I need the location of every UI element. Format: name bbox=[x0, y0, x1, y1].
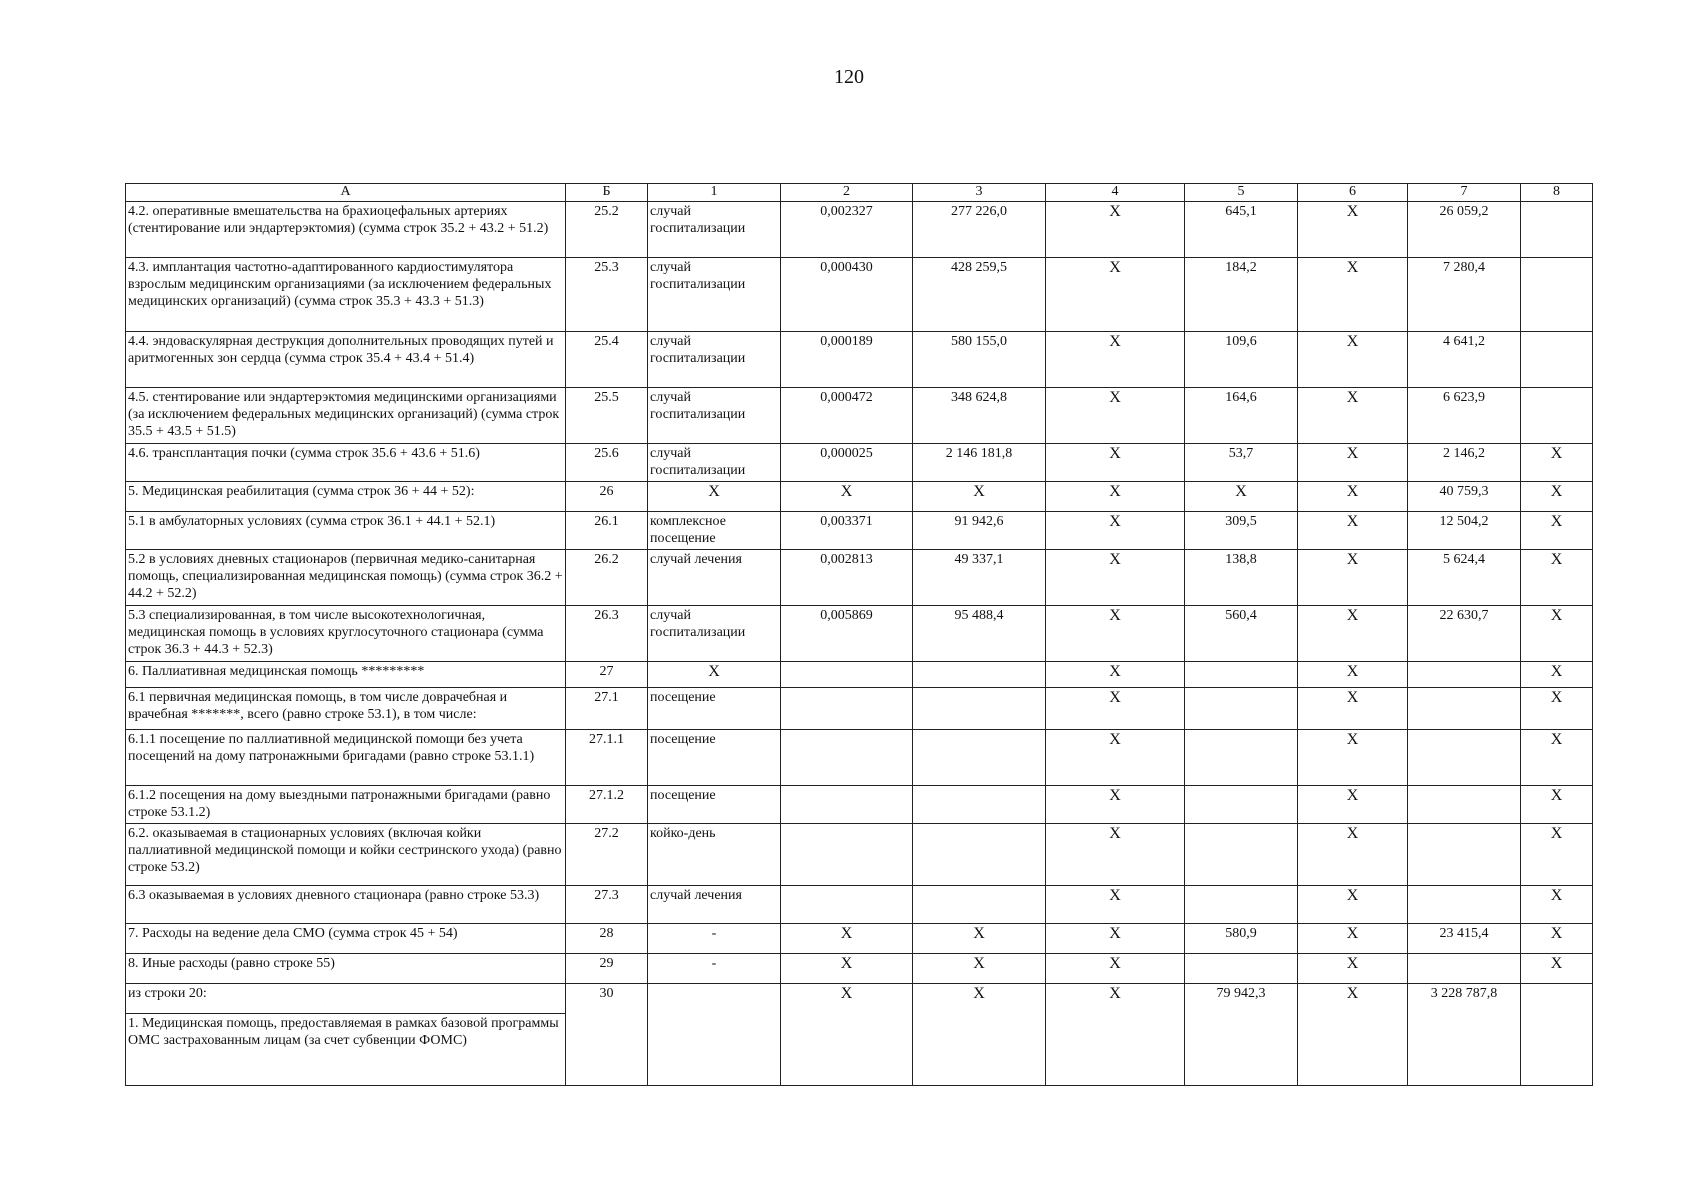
value-cell bbox=[1185, 954, 1298, 984]
value-cell: 0,000430 bbox=[781, 258, 913, 332]
value-cell: X bbox=[1298, 482, 1408, 512]
page-number: 120 bbox=[834, 66, 864, 88]
table-row bbox=[126, 332, 1593, 388]
value-cell: X bbox=[1298, 388, 1408, 444]
table-row bbox=[126, 482, 1593, 512]
unit-cell: случай лечения bbox=[648, 550, 781, 606]
row-code: 25.5 bbox=[566, 388, 648, 444]
row-code: 29 bbox=[566, 954, 648, 984]
value-cell: X bbox=[1046, 824, 1185, 886]
value-cell bbox=[1408, 954, 1521, 984]
value-cell: X bbox=[1046, 688, 1185, 730]
value-cell: X bbox=[781, 924, 913, 954]
value-cell: X bbox=[1298, 606, 1408, 662]
unit-cell: случай госпитализации bbox=[648, 258, 781, 332]
row-label: 1. Медицинская помощь, предоставляемая в рамках базовой программы ОМС застрахованным лицам (за счет субвенции ФОМС) bbox=[126, 1014, 566, 1086]
value-cell bbox=[1521, 332, 1593, 388]
value-cell: 3 228 787,8 bbox=[1408, 984, 1521, 1086]
value-cell: X bbox=[1298, 924, 1408, 954]
column-header: 8 bbox=[1521, 184, 1593, 202]
value-cell: 7 280,4 bbox=[1408, 258, 1521, 332]
value-cell: 309,5 bbox=[1185, 512, 1298, 550]
value-cell: X bbox=[1521, 444, 1593, 482]
value-cell: X bbox=[1521, 786, 1593, 824]
row-code: 26 bbox=[566, 482, 648, 512]
row-label: 6.1.2 посещения на дому выездными патронажными бригадами (равно строке 53.1.2) bbox=[126, 786, 566, 824]
value-cell: X bbox=[1046, 662, 1185, 688]
row-code: 26.2 bbox=[566, 550, 648, 606]
unit-cell: - bbox=[648, 954, 781, 984]
table-row bbox=[126, 662, 1593, 688]
value-cell bbox=[913, 886, 1046, 924]
column-header-row bbox=[126, 184, 1593, 202]
row-code: 27.2 bbox=[566, 824, 648, 886]
value-cell bbox=[1521, 258, 1593, 332]
value-cell bbox=[913, 688, 1046, 730]
unit-cell: посещение bbox=[648, 688, 781, 730]
value-cell: 138,8 bbox=[1185, 550, 1298, 606]
value-cell: X bbox=[1046, 202, 1185, 258]
value-cell: X bbox=[1298, 202, 1408, 258]
value-cell bbox=[781, 730, 913, 786]
row-code: 27.1 bbox=[566, 688, 648, 730]
table-row bbox=[126, 606, 1593, 662]
value-cell: X bbox=[1521, 954, 1593, 984]
value-cell: 6 623,9 bbox=[1408, 388, 1521, 444]
value-cell bbox=[781, 662, 913, 688]
table-row bbox=[126, 202, 1593, 258]
value-cell: 53,7 bbox=[1185, 444, 1298, 482]
value-cell: X bbox=[913, 954, 1046, 984]
row-label: 5.3 специализированная, в том числе высокотехнологичная, медицинская помощь в условиях круглосуточного стационара (сумма строк 36.3 + 44.3 + 52.3) bbox=[126, 606, 566, 662]
row-code: 27.1.1 bbox=[566, 730, 648, 786]
value-cell: 645,1 bbox=[1185, 202, 1298, 258]
value-cell: X bbox=[1046, 730, 1185, 786]
value-cell: X bbox=[1046, 954, 1185, 984]
table-row bbox=[126, 512, 1593, 550]
value-cell: X bbox=[781, 954, 913, 984]
unit-cell: случай госпитализации bbox=[648, 388, 781, 444]
table-row bbox=[126, 730, 1593, 786]
value-cell: X bbox=[1298, 662, 1408, 688]
column-header: 4 bbox=[1046, 184, 1185, 202]
value-cell: 23 415,4 bbox=[1408, 924, 1521, 954]
value-cell: X bbox=[1521, 730, 1593, 786]
value-cell: X bbox=[913, 482, 1046, 512]
value-cell: X bbox=[1046, 512, 1185, 550]
table-row bbox=[126, 388, 1593, 444]
row-code: 27.3 bbox=[566, 886, 648, 924]
value-cell: 0,002813 bbox=[781, 550, 913, 606]
value-cell bbox=[1185, 730, 1298, 786]
value-cell bbox=[1408, 730, 1521, 786]
value-cell: 49 337,1 bbox=[913, 550, 1046, 606]
unit-cell: комплексное посещение bbox=[648, 512, 781, 550]
row-code: 25.3 bbox=[566, 258, 648, 332]
row-label: 5.1 в амбулаторных условиях (сумма строк 36.1 + 44.1 + 52.1) bbox=[126, 512, 566, 550]
value-cell: X bbox=[781, 984, 913, 1086]
row-label: 4.4. эндоваскулярная деструкция дополнительных проводящих путей и аритмогенных зон сердца (сумма строк 35.4 + 43.4 + 51.4) bbox=[126, 332, 566, 388]
table-row bbox=[126, 924, 1593, 954]
value-cell bbox=[781, 824, 913, 886]
unit-cell: X bbox=[648, 482, 781, 512]
value-cell: X bbox=[1298, 550, 1408, 606]
unit-cell: случай госпитализации bbox=[648, 202, 781, 258]
row-code: 27 bbox=[566, 662, 648, 688]
value-cell bbox=[1521, 388, 1593, 444]
value-cell: X bbox=[1046, 786, 1185, 824]
value-cell: X bbox=[1298, 512, 1408, 550]
value-cell bbox=[781, 886, 913, 924]
value-cell: X bbox=[1046, 886, 1185, 924]
value-cell: 5 624,4 bbox=[1408, 550, 1521, 606]
value-cell bbox=[913, 824, 1046, 886]
value-cell: X bbox=[1046, 984, 1185, 1086]
value-cell bbox=[781, 688, 913, 730]
value-cell: X bbox=[1521, 606, 1593, 662]
value-cell: 95 488,4 bbox=[913, 606, 1046, 662]
row-label: 4.6. трансплантация почки (сумма строк 35.6 + 43.6 + 51.6) bbox=[126, 444, 566, 482]
value-cell: X bbox=[1521, 482, 1593, 512]
value-cell: X bbox=[1298, 786, 1408, 824]
column-header: 2 bbox=[781, 184, 913, 202]
value-cell: X bbox=[1298, 258, 1408, 332]
value-cell: 22 630,7 bbox=[1408, 606, 1521, 662]
column-header: 6 bbox=[1298, 184, 1408, 202]
value-cell: X bbox=[1298, 954, 1408, 984]
value-cell: X bbox=[913, 924, 1046, 954]
column-header: А bbox=[126, 184, 566, 202]
row-label: 6.1 первичная медицинская помощь, в том числе доврачебная и врачебная *******, всего (равно строке 53.1), в том числе: bbox=[126, 688, 566, 730]
column-header: 1 bbox=[648, 184, 781, 202]
value-cell: X bbox=[1298, 824, 1408, 886]
value-cell: 0,000025 bbox=[781, 444, 913, 482]
row-code: 25.2 bbox=[566, 202, 648, 258]
unit-cell: случай лечения bbox=[648, 886, 781, 924]
value-cell: 184,2 bbox=[1185, 258, 1298, 332]
value-cell: X bbox=[1521, 886, 1593, 924]
value-cell: X bbox=[1046, 550, 1185, 606]
unit-cell: - bbox=[648, 924, 781, 954]
value-cell: 79 942,3 bbox=[1185, 984, 1298, 1086]
value-cell: 580 155,0 bbox=[913, 332, 1046, 388]
column-header: 5 bbox=[1185, 184, 1298, 202]
value-cell bbox=[913, 786, 1046, 824]
row-code: 27.1.2 bbox=[566, 786, 648, 824]
value-cell: X bbox=[1046, 444, 1185, 482]
value-cell bbox=[913, 662, 1046, 688]
row-label: 5. Медицинская реабилитация (сумма строк 36 + 44 + 52): bbox=[126, 482, 566, 512]
table-row bbox=[126, 258, 1593, 332]
value-cell: 40 759,3 bbox=[1408, 482, 1521, 512]
unit-cell: случай госпитализации bbox=[648, 606, 781, 662]
row-code: 26.3 bbox=[566, 606, 648, 662]
value-cell: X bbox=[1046, 332, 1185, 388]
table-row bbox=[126, 886, 1593, 924]
value-cell: X bbox=[1046, 606, 1185, 662]
unit-cell: случай госпитализации bbox=[648, 444, 781, 482]
value-cell bbox=[1408, 824, 1521, 886]
row-code: 25.4 bbox=[566, 332, 648, 388]
value-cell: 0,003371 bbox=[781, 512, 913, 550]
value-cell: 164,6 bbox=[1185, 388, 1298, 444]
value-cell bbox=[1408, 786, 1521, 824]
value-cell bbox=[1185, 786, 1298, 824]
row-label: 6.1.1 посещение по паллиативной медицинской помощи без учета посещений на дому патронажными бригадами (равно строке 53.1.1) bbox=[126, 730, 566, 786]
value-cell bbox=[1408, 688, 1521, 730]
table-row bbox=[126, 444, 1593, 482]
value-cell: X bbox=[1298, 444, 1408, 482]
value-cell bbox=[1521, 202, 1593, 258]
value-cell: 428 259,5 bbox=[913, 258, 1046, 332]
table-row bbox=[126, 786, 1593, 824]
value-cell: X bbox=[1521, 662, 1593, 688]
unit-cell: посещение bbox=[648, 730, 781, 786]
value-cell: 0,000189 bbox=[781, 332, 913, 388]
unit-cell: посещение bbox=[648, 786, 781, 824]
row-code: 30 bbox=[566, 984, 648, 1086]
value-cell: X bbox=[1521, 512, 1593, 550]
value-cell: X bbox=[1298, 984, 1408, 1086]
column-header: 3 bbox=[913, 184, 1046, 202]
row-code: 28 bbox=[566, 924, 648, 954]
row-code: 25.6 bbox=[566, 444, 648, 482]
financing-table bbox=[125, 183, 1593, 1086]
row-label: 4.5. стентирование или эндартерэктомия медицинскими организациями (за исключением федеральных медицинских организаций) (сумма строк 35.5 + 43.5 + 51.5) bbox=[126, 388, 566, 444]
table-row bbox=[126, 824, 1593, 886]
value-cell: X bbox=[913, 984, 1046, 1086]
row-label: 4.3. имплантация частотно-адаптированного кардиостимулятора взрослым медицинским организациями (за исключением федеральных медицинских организаций) (сумма строк 35.3 + 43.3 + 51.3) bbox=[126, 258, 566, 332]
row-label: 6. Паллиативная медицинская помощь ********* bbox=[126, 662, 566, 688]
value-cell: X bbox=[1298, 688, 1408, 730]
value-cell: X bbox=[1521, 688, 1593, 730]
value-cell: X bbox=[1298, 332, 1408, 388]
value-cell bbox=[1408, 886, 1521, 924]
value-cell: 0,005869 bbox=[781, 606, 913, 662]
value-cell bbox=[1185, 662, 1298, 688]
row-label: 6.3 оказываемая в условиях дневного стационара (равно строке 53.3) bbox=[126, 886, 566, 924]
column-header: Б bbox=[566, 184, 648, 202]
value-cell: X bbox=[1521, 550, 1593, 606]
row-label: 8. Иные расходы (равно строке 55) bbox=[126, 954, 566, 984]
row-label: из строки 20: bbox=[126, 984, 566, 1014]
unit-cell: койко-день bbox=[648, 824, 781, 886]
value-cell: X bbox=[1046, 482, 1185, 512]
value-cell: 580,9 bbox=[1185, 924, 1298, 954]
value-cell: 560,4 bbox=[1185, 606, 1298, 662]
value-cell: X bbox=[1185, 482, 1298, 512]
row-label: 7. Расходы на ведение дела СМО (сумма строк 45 + 54) bbox=[126, 924, 566, 954]
value-cell: 2 146,2 bbox=[1408, 444, 1521, 482]
unit-cell: X bbox=[648, 662, 781, 688]
value-cell bbox=[648, 984, 781, 1086]
value-cell: 4 641,2 bbox=[1408, 332, 1521, 388]
value-cell: X bbox=[1046, 924, 1185, 954]
value-cell: X bbox=[1521, 924, 1593, 954]
value-cell: 0,000472 bbox=[781, 388, 913, 444]
value-cell: 12 504,2 bbox=[1408, 512, 1521, 550]
value-cell: 277 226,0 bbox=[913, 202, 1046, 258]
value-cell: X bbox=[1298, 886, 1408, 924]
value-cell: X bbox=[781, 482, 913, 512]
value-cell bbox=[781, 786, 913, 824]
row-label: 5.2 в условиях дневных стационаров (первичная медико-санитарная помощь, специализированная медицинская помощь) (сумма строк 36.2 + 44.2 + 52.2) bbox=[126, 550, 566, 606]
row-label: 4.2. оперативные вмешательства на брахиоцефальных артериях (стентирование или эндартерэктомия) (сумма строк 35.2 + 43.2 + 51.2) bbox=[126, 202, 566, 258]
unit-cell: случай госпитализации bbox=[648, 332, 781, 388]
value-cell: X bbox=[1298, 730, 1408, 786]
value-cell: 2 146 181,8 bbox=[913, 444, 1046, 482]
column-header: 7 bbox=[1408, 184, 1521, 202]
value-cell bbox=[1521, 984, 1593, 1086]
value-cell bbox=[1185, 824, 1298, 886]
value-cell: 348 624,8 bbox=[913, 388, 1046, 444]
row-label: 6.2. оказываемая в стационарных условиях (включая койки паллиативной медицинской помощи и койки сестринского ухода) (равно строке 53.2) bbox=[126, 824, 566, 886]
value-cell: 91 942,6 bbox=[913, 512, 1046, 550]
value-cell bbox=[1408, 662, 1521, 688]
value-cell bbox=[913, 730, 1046, 786]
value-cell bbox=[1185, 886, 1298, 924]
value-cell bbox=[1185, 688, 1298, 730]
value-cell: X bbox=[1046, 388, 1185, 444]
value-cell: 26 059,2 bbox=[1408, 202, 1521, 258]
value-cell: X bbox=[1046, 258, 1185, 332]
table-row bbox=[126, 550, 1593, 606]
table-row bbox=[126, 984, 1593, 1014]
value-cell: 109,6 bbox=[1185, 332, 1298, 388]
table-row bbox=[126, 954, 1593, 984]
value-cell: X bbox=[1521, 824, 1593, 886]
table-row bbox=[126, 688, 1593, 730]
row-code: 26.1 bbox=[566, 512, 648, 550]
value-cell: 0,002327 bbox=[781, 202, 913, 258]
